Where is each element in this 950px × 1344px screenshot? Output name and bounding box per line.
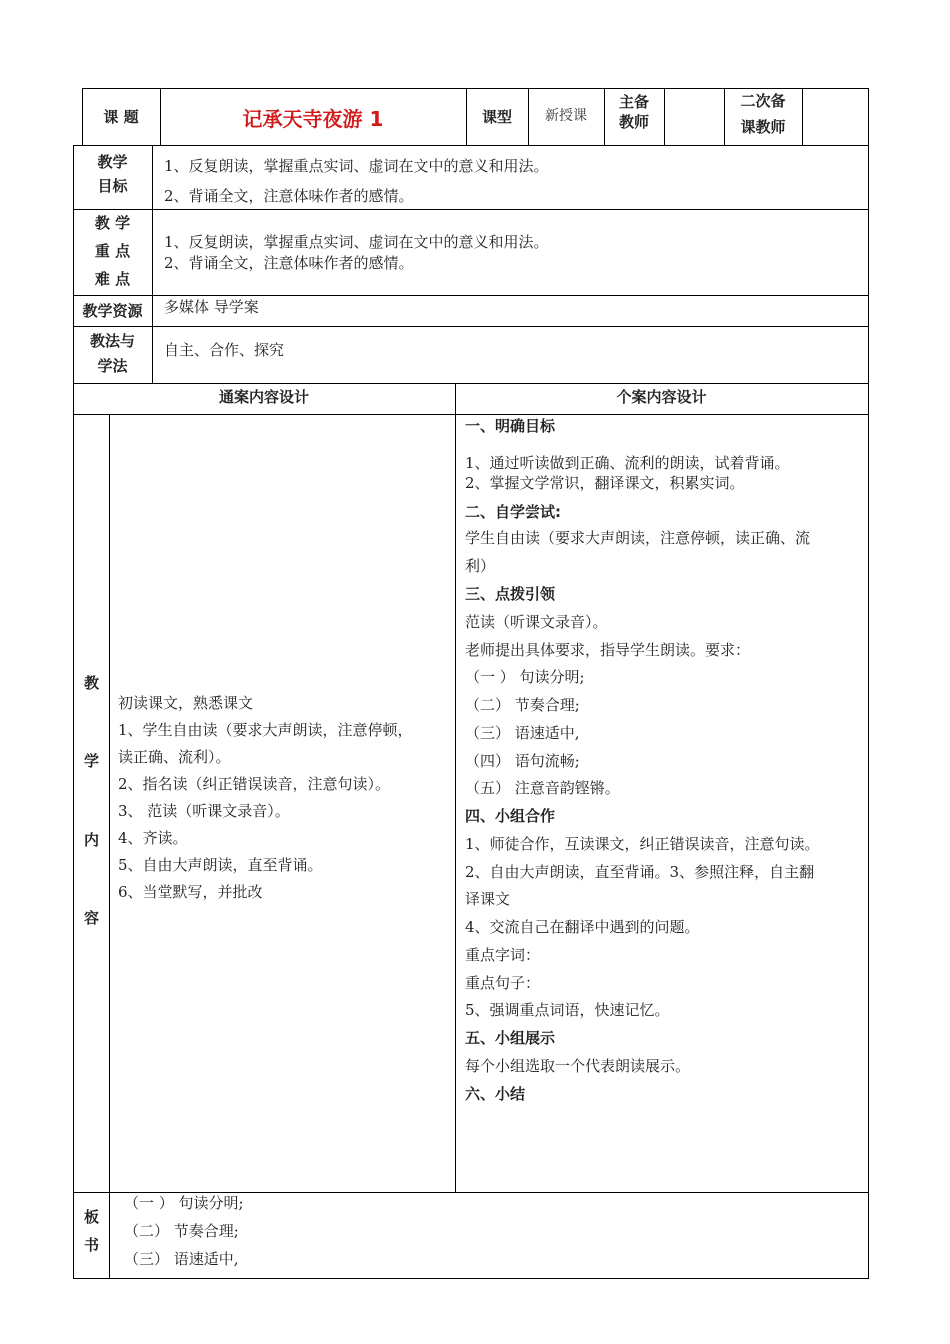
s3-line: （一 ） 句读分明; (465, 668, 585, 686)
board-line: （二） 节奏合理; (124, 1222, 239, 1240)
common-design-header: 通案内容设计 (218, 388, 309, 406)
common-line: 5、自由大声朗读，直至背诵。 (118, 856, 323, 874)
s4-line: 4、交流自己在翻译中遇到的问题。 (465, 918, 700, 936)
s3-line: （三） 语速适中, (465, 724, 580, 742)
s4-line: 译课文 (465, 890, 511, 908)
s3-line: （二） 节奏合理; (465, 696, 580, 714)
methods-label: 教法与 学法 (89, 332, 135, 375)
s2-line: 利） (465, 557, 496, 575)
content-label-char: 学 (84, 752, 100, 770)
content-label-char: 容 (84, 909, 100, 927)
content-label-char: 教 (84, 674, 100, 692)
section-1-title: 一、明确目标 (465, 417, 556, 435)
resources-label: 教学资源 (82, 302, 143, 320)
s4-line: 2、自由大声朗读，直至背诵。3、参照注释，自主翻 (465, 863, 815, 881)
resources-value: 多媒体 导学案 (164, 298, 259, 316)
lesson-type-label: 课型 (481, 108, 512, 126)
s5-line: 每个小组选取一个代表朗读展示。 (465, 1057, 691, 1075)
goals-label: 教学 目标 (97, 153, 128, 195)
key-point-line: 2、背诵全文，注意体味作者的感情。 (164, 254, 414, 272)
section-2-title: 二、自学尝试: (465, 503, 561, 521)
common-line: 1、学生自由读（要求大声朗读，注意停顿， (118, 721, 413, 739)
s3-line: （五） 注意音韵铿锵。 (465, 779, 620, 797)
main-teacher-label: 主备 教师 (618, 93, 649, 131)
lesson-type-value: 新授课 (545, 108, 587, 124)
board-line: （三） 语速适中, (124, 1250, 239, 1268)
common-line: 2、指名读（纠正错误读音，注意句读）。 (118, 775, 391, 793)
s3-line: 范读（听课文录音）。 (465, 613, 608, 631)
content-label-char: 内 (84, 831, 100, 849)
individual-design-header: 个案内容设计 (616, 388, 707, 406)
section-4-title: 四、小组合作 (465, 807, 556, 825)
s4-line: 5、强调重点词语，快速记忆。 (465, 1001, 670, 1019)
section-5-title: 五、小组展示 (465, 1029, 556, 1047)
s4-line: 重点句子： (465, 974, 541, 992)
lesson-title: 记承天寺夜游 1 (242, 107, 384, 131)
section-6-title: 六、小结 (465, 1085, 526, 1103)
section-3-title: 三、点拨引领 (465, 585, 556, 603)
methods-value: 自主、合作、探究 (164, 341, 285, 359)
s3-line: 老师提出具体要求，指导学生朗读。要求： (465, 641, 751, 659)
s4-line: 重点字词： (465, 946, 541, 964)
s1-line: 1、通过听读做到正确、流利的朗读，试着背诵。 (465, 454, 790, 472)
goal-line: 1、反复朗读，掌握重点实词、虚词在文中的意义和用法。 (164, 157, 549, 175)
second-teacher-label: 二次备 课教师 (740, 92, 786, 136)
s4-line: 1、师徒合作，互读课文，纠正错误读音，注意句读。 (465, 835, 820, 853)
common-line: 初读课文，熟悉课文 (118, 694, 254, 712)
common-line: 6、当堂默写，并批改 (118, 883, 263, 901)
key-points-label: 教 学 重 点 难 点 (94, 214, 131, 288)
board-label-char: 书 (84, 1236, 100, 1254)
s2-line: 学生自由读（要求大声朗读，注意停顿，读正确、流 (465, 529, 811, 547)
s1-line: 2、掌握文学常识，翻译课文，积累实词。 (465, 474, 745, 492)
common-line: 3、 范读（听课文录音）。 (118, 802, 290, 820)
key-point-line: 1、反复朗读，掌握重点实词、虚词在文中的意义和用法。 (164, 233, 549, 251)
goal-line: 2、背诵全文，注意体味作者的感情。 (164, 187, 414, 205)
common-line: 4、齐读。 (118, 829, 188, 847)
board-line: （一 ） 句读分明; (124, 1194, 244, 1212)
board-label-char: 板 (84, 1208, 100, 1226)
common-line: 读正确、流利）。 (118, 748, 231, 766)
s3-line: （四） 语句流畅; (465, 752, 580, 770)
lesson-label: 课 题 (103, 108, 139, 126)
common-design-content (118, 689, 413, 906)
